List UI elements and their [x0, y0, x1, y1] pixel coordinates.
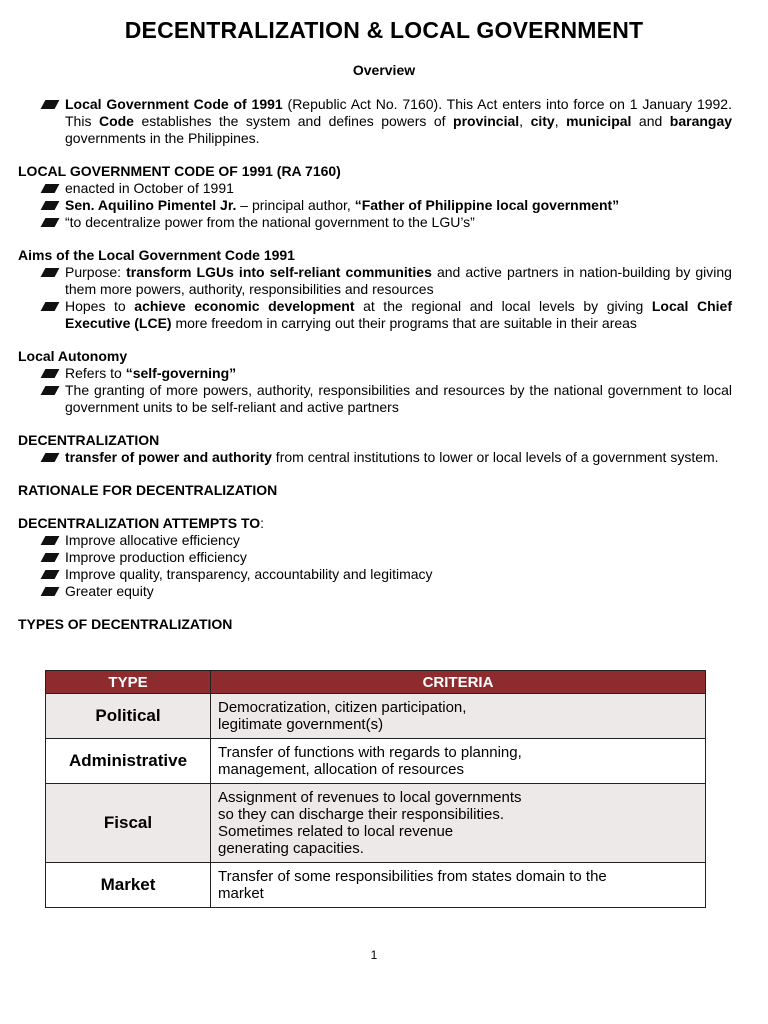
bold-text: transform LGUs into self-reliant communities: [126, 264, 432, 280]
text: The granting of more powers, authority, responsibilities and resources by the national government to local government units to be self-reliant and active partners: [65, 382, 732, 415]
bullet-icon: [41, 369, 60, 378]
text: :: [260, 515, 265, 531]
list-item: [18, 583, 732, 600]
text: Purpose:: [65, 264, 127, 280]
criteria-cell: [211, 694, 706, 739]
list-item: [18, 549, 732, 566]
text: and active partners in nation-building by giving them more powers, authority, responsibilities and resources: [65, 264, 732, 297]
text: management, allocation of resources: [218, 761, 464, 778]
text: Democratization, citizen participation,: [218, 699, 467, 716]
text: Refers to: [65, 365, 126, 381]
text: Improve production efficiency: [65, 549, 247, 565]
criteria-cell: [211, 739, 706, 784]
text: so they can discharge their responsibilities.: [218, 806, 504, 823]
list-item: [18, 532, 732, 549]
text: and: [631, 113, 670, 129]
bold-text: Sen. Aquilino Pimentel Jr.: [65, 197, 237, 213]
text: establishes the system and defines powers of: [133, 113, 454, 129]
text: legitimate government(s): [218, 716, 384, 733]
aims-heading: Aims of the Local Government Code 1991: [18, 247, 295, 263]
overview-bullet: [18, 96, 732, 147]
text: – principal author,: [236, 197, 355, 213]
bullet-icon: [41, 268, 60, 277]
text: generating capacities.: [218, 840, 364, 857]
header-criteria: CRITERIA: [211, 671, 706, 694]
list-item: [18, 566, 732, 583]
lgc-item-enacted: [18, 180, 732, 197]
text: Assignment of revenues to local governments: [218, 789, 522, 806]
criteria-cell: [211, 784, 706, 863]
text: Sometimes related to local revenue: [218, 823, 454, 840]
decentralization-item: [18, 449, 732, 466]
text: Hopes to: [65, 298, 135, 314]
aims-item-hopes: [18, 298, 732, 332]
text: at the regional and local levels by giving: [354, 298, 652, 314]
table-header-row: [46, 671, 706, 694]
rationale-heading: RATIONALE FOR DECENTRALIZATION: [18, 482, 278, 498]
bullet-icon: [41, 453, 60, 462]
text: Improve allocative efficiency: [65, 532, 240, 548]
header-type: TYPE: [46, 671, 211, 694]
bold-text: provincial: [453, 113, 520, 129]
bold-text: “self-governing”: [125, 365, 237, 381]
type-cell: Fiscal: [46, 784, 211, 863]
table-row: [46, 784, 706, 863]
types-heading: TYPES OF DECENTRALIZATION: [18, 616, 233, 632]
bullet-icon: [41, 218, 60, 227]
criteria-cell: [211, 863, 706, 908]
bold-text: municipal: [566, 113, 632, 129]
lgc-item-quote: [18, 214, 732, 231]
bold-text: achieve economic development: [134, 298, 355, 314]
type-cell: Market: [46, 863, 211, 908]
bold-text: Local Government Code of 1991: [65, 96, 283, 112]
bold-text: “Father of Philippine local government”: [354, 197, 620, 213]
bullet-icon: [41, 536, 60, 545]
text: DECENTRALIZATION ATTEMPTS TO: [18, 515, 261, 531]
bullet-icon: [41, 386, 60, 395]
overview-heading: Overview: [352, 62, 416, 78]
text: enacted in October of 1991: [65, 180, 234, 196]
text: Improve quality, transparency, accountability and legitimacy: [65, 566, 433, 582]
decentralization-heading: DECENTRALIZATION: [18, 432, 160, 448]
bullet-icon: [41, 100, 60, 109]
autonomy-heading: Local Autonomy: [18, 348, 128, 364]
text: “to decentralize power from the national government to the LGU’s”: [65, 214, 475, 230]
bullet-icon: [41, 201, 60, 210]
bullet-icon: [41, 587, 60, 596]
aims-item-purpose: [18, 264, 732, 298]
page-number: 1: [370, 948, 378, 962]
table-row: [46, 863, 706, 908]
bullet-icon: [41, 553, 60, 562]
bold-text: transfer of power and authority: [65, 449, 272, 465]
text: Transfer of functions with regards to planning,: [218, 744, 522, 761]
type-cell: Political: [46, 694, 211, 739]
attempts-heading: [18, 515, 732, 532]
bold-text: city: [530, 113, 555, 129]
bullet-icon: [41, 570, 60, 579]
bold-text: barangay: [669, 113, 733, 129]
autonomy-item-refers: [18, 365, 732, 382]
table-row: [46, 739, 706, 784]
text: from central institutions to lower or local levels of a government system.: [271, 449, 719, 465]
text: Transfer of some responsibilities from states domain to the: [218, 868, 607, 885]
bullet-icon: [41, 184, 60, 193]
bold-text: Local Chief Executive (LCE): [65, 298, 732, 331]
text: market: [218, 885, 264, 902]
text: Greater equity: [65, 583, 154, 599]
type-cell: Administrative: [46, 739, 211, 784]
text: governments in the Philippines.: [65, 130, 260, 146]
lgc-heading: LOCAL GOVERNMENT CODE OF 1991 (RA 7160): [18, 163, 341, 179]
document-body: [18, 96, 732, 633]
text: (Republic Act No. 7160). This Act enters into force on 1 January 1992. This: [65, 96, 732, 129]
autonomy-item-granting: [18, 382, 732, 416]
table-row: [46, 694, 706, 739]
types-table: [45, 670, 705, 908]
text: ,: [554, 113, 567, 129]
bullet-icon: [41, 302, 60, 311]
text: ,: [519, 113, 531, 129]
bold-text: Code: [98, 113, 134, 129]
document-title: DECENTRALIZATION & LOCAL GOVERNMENT: [124, 17, 644, 43]
lgc-item-author: [18, 197, 732, 214]
text: more freedom in carrying out their programs that are suitable in their areas: [171, 315, 637, 331]
